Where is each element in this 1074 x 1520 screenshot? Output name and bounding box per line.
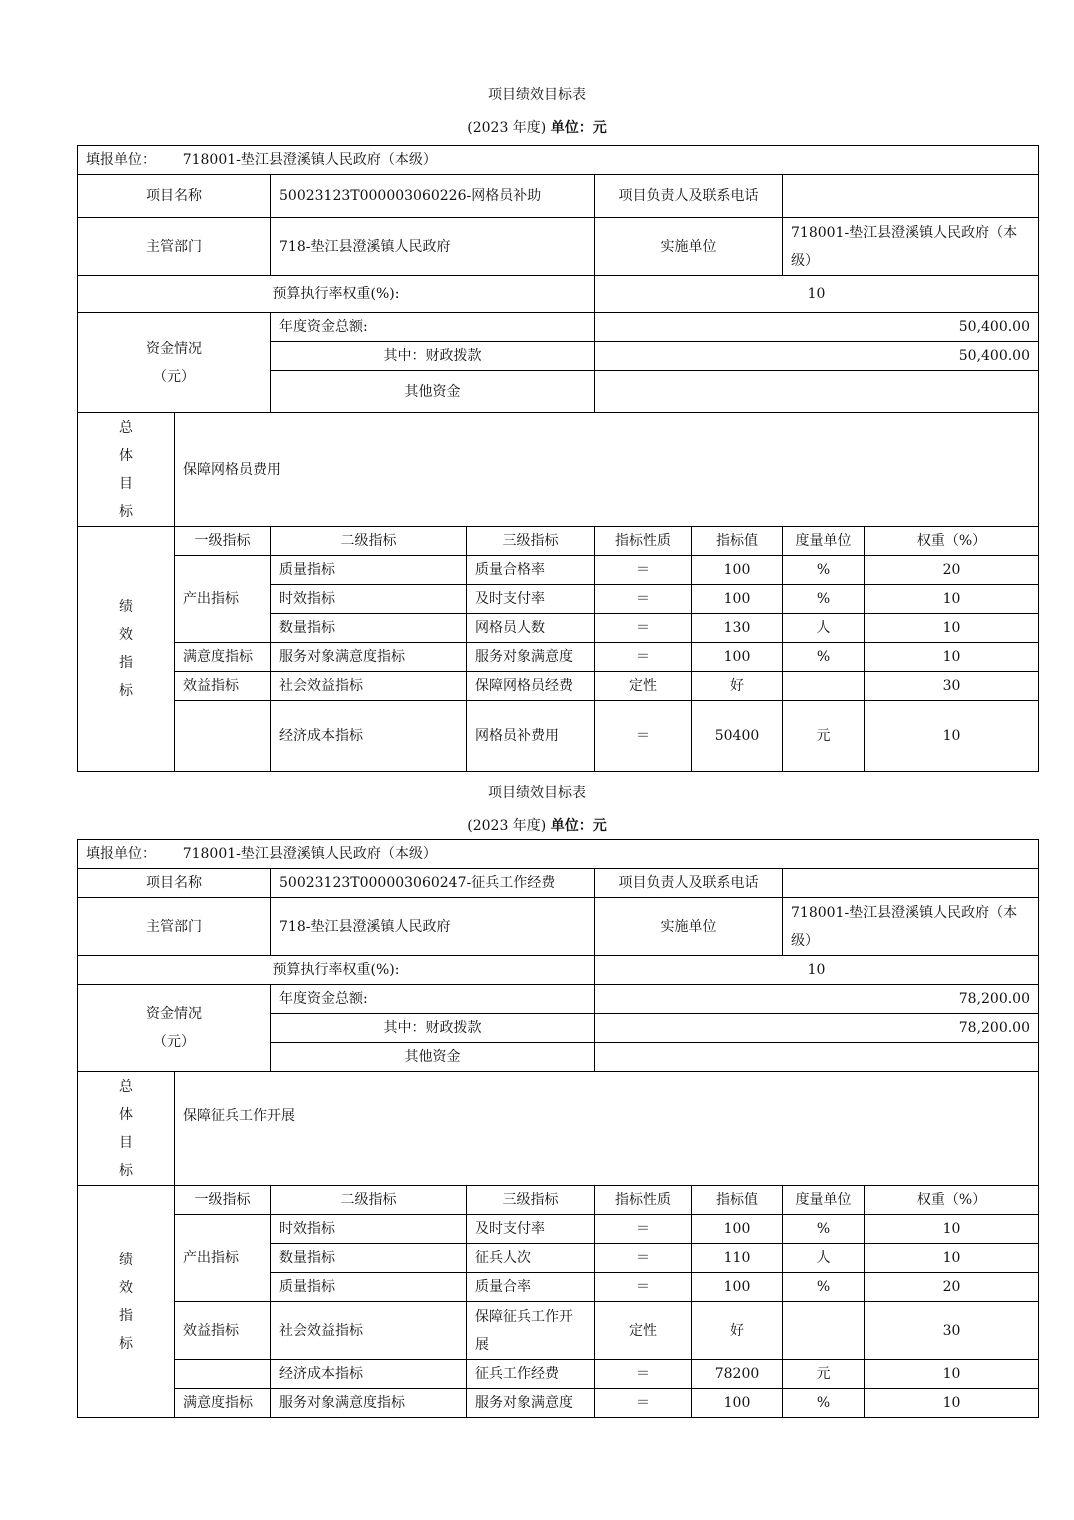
header-l1: 一级指标 (175, 1186, 271, 1215)
l3-cell: 及时支付率 (467, 1215, 595, 1244)
unit-cell (783, 1302, 865, 1360)
header-weight: 权重（%） (865, 527, 1039, 556)
goal-label (78, 1072, 175, 1186)
l3-cell: 网格员补费用 (467, 701, 595, 772)
value-cell: 110 (692, 1244, 783, 1273)
l3-cell: 质量合率 (467, 1273, 595, 1302)
reporter-row (78, 840, 1039, 869)
perf-char: 标 (119, 1335, 133, 1352)
goal-char: 总 (119, 1078, 133, 1095)
budget-weight-label: 预算执行率权重(%): (78, 956, 595, 985)
weight-cell: 10 (865, 585, 1039, 614)
value-cell: 100 (692, 1389, 783, 1418)
table2-title: 项目绩效目标表 (488, 785, 586, 801)
goal-char: 体 (119, 1106, 133, 1123)
l3-cell: 征兵人次 (467, 1244, 595, 1273)
l3-cell: 服务对象满意度 (467, 1389, 595, 1418)
l3-cell: 征兵工作经费 (467, 1360, 595, 1389)
header-l1: 一级指标 (175, 527, 271, 556)
value-cell: 100 (692, 1215, 783, 1244)
project-name-label: 项目名称 (78, 869, 271, 898)
goal-char: 目 (119, 1134, 133, 1151)
table2-year: (2023 年度) (467, 818, 547, 834)
l2-cell: 服务对象满意度指标 (271, 1389, 467, 1418)
project-name-value: 50023123T000003060247-征兵工作经费 (271, 869, 595, 898)
table1 (77, 145, 1039, 772)
table2-subtitle (0, 815, 1074, 835)
contact-value (783, 175, 1039, 218)
l1-cell (175, 701, 271, 772)
goal-text: 保障征兵工作开展 (175, 1072, 1039, 1186)
l2-cell: 社会效益指标 (271, 1302, 467, 1360)
reporter-label: 填报单位： (86, 152, 156, 168)
weight-cell: 10 (865, 1215, 1039, 1244)
weight-cell: 10 (865, 701, 1039, 772)
table-row (78, 1302, 1039, 1360)
unit-cell: % (783, 1273, 865, 1302)
nature-cell: ＝ (595, 585, 692, 614)
unit-cell: 元 (783, 701, 865, 772)
weight-cell: 30 (865, 1302, 1039, 1360)
table-row (78, 701, 1039, 772)
impl-label: 实施单位 (595, 898, 783, 956)
annual-total-value: 78,200.00 (595, 985, 1039, 1014)
contact-value (783, 869, 1039, 898)
perf-char: 指 (119, 655, 133, 671)
table-row (78, 1360, 1039, 1389)
perf-label (78, 1186, 175, 1418)
l2-cell: 时效指标 (271, 585, 467, 614)
other-funds-label: 其他资金 (271, 371, 595, 413)
unit-cell: 元 (783, 1360, 865, 1389)
nature-cell: ＝ (595, 1244, 692, 1273)
nature-cell: ＝ (595, 1389, 692, 1418)
perf-char: 标 (119, 683, 133, 699)
funds-label (78, 985, 271, 1072)
header-value: 指标值 (692, 527, 783, 556)
weight-cell: 10 (865, 1389, 1039, 1418)
budget-weight-value: 10 (595, 276, 1039, 313)
l3-cell: 服务对象满意度 (467, 643, 595, 672)
nature-cell: ＝ (595, 614, 692, 643)
weight-cell: 10 (865, 1244, 1039, 1273)
nature-cell: ＝ (595, 1360, 692, 1389)
table-row (78, 1215, 1039, 1244)
weight-cell: 20 (865, 1273, 1039, 1302)
reporter-label: 填报单位： (86, 846, 156, 862)
table-row (78, 1389, 1039, 1418)
nature-cell: 定性 (595, 1302, 692, 1360)
unit-cell: 人 (783, 1244, 865, 1273)
annual-total-value: 50,400.00 (595, 313, 1039, 342)
header-l3: 三级指标 (467, 527, 595, 556)
l2-cell: 社会效益指标 (271, 672, 467, 701)
perf-char: 效 (119, 1279, 133, 1296)
goal-char: 总 (119, 419, 133, 436)
reporter-value: 718001-垫江县澄溪镇人民政府（本级） (182, 152, 437, 168)
l1-cell: 效益指标 (175, 1302, 271, 1360)
l2-cell: 经济成本指标 (271, 1360, 467, 1389)
l2-cell: 经济成本指标 (271, 701, 467, 772)
impl-label: 实施单位 (595, 218, 783, 276)
header-unit: 度量单位 (783, 1186, 865, 1215)
table1-year: (2023 年度) (467, 120, 547, 136)
header-value: 指标值 (692, 1186, 783, 1215)
goal-char: 标 (119, 503, 133, 520)
l2-cell: 质量指标 (271, 1273, 467, 1302)
goal-char: 标 (119, 1162, 133, 1179)
value-cell: 100 (692, 556, 783, 585)
funds-label-text: 资金情况 (146, 1006, 202, 1022)
budget-weight-label: 预算执行率权重(%): (78, 276, 595, 313)
header-nature: 指标性质 (595, 1186, 692, 1215)
table2-unit: 单位：元 (550, 818, 607, 834)
table2 (77, 839, 1039, 1418)
contact-label: 项目负责人及联系电话 (595, 869, 783, 898)
impl-value: 718001-垫江县澄溪镇人民政府（本级） (783, 218, 1039, 276)
impl-value: 718001-垫江县澄溪镇人民政府（本级） (783, 898, 1039, 956)
perf-char: 指 (119, 1307, 133, 1324)
project-name-value: 50023123T000003060226-网格员补助 (271, 175, 595, 218)
perf-char: 绩 (119, 599, 133, 615)
value-cell: 100 (692, 585, 783, 614)
dept-value: 718-垫江县澄溪镇人民政府 (271, 898, 595, 956)
dept-value: 718-垫江县澄溪镇人民政府 (271, 218, 595, 276)
value-cell: 100 (692, 1273, 783, 1302)
annual-total-label: 年度资金总额: (271, 313, 595, 342)
header-l2: 二级指标 (271, 1186, 467, 1215)
funds-label (78, 313, 271, 413)
table1-unit: 单位：元 (550, 120, 607, 136)
fiscal-label: 其中：财政拨款 (271, 1014, 595, 1043)
other-funds-label: 其他资金 (271, 1043, 595, 1072)
header-unit: 度量单位 (783, 527, 865, 556)
nature-cell: ＝ (595, 1273, 692, 1302)
value-cell: 100 (692, 643, 783, 672)
weight-cell: 10 (865, 614, 1039, 643)
unit-cell: % (783, 585, 865, 614)
l2-cell: 时效指标 (271, 1215, 467, 1244)
table-row (78, 556, 1039, 585)
l2-cell: 数量指标 (271, 1244, 467, 1273)
l1-cell: 产出指标 (175, 1215, 271, 1302)
nature-cell: ＝ (595, 701, 692, 772)
l3-cell: 保障征兵工作开展 (467, 1302, 595, 1360)
unit-cell: % (783, 643, 865, 672)
other-funds-value (595, 1043, 1039, 1072)
table1-subtitle (0, 117, 1074, 137)
value-cell: 50400 (692, 701, 783, 772)
perf-char: 效 (119, 627, 133, 643)
project-name-label: 项目名称 (78, 175, 271, 218)
l2-cell: 服务对象满意度指标 (271, 643, 467, 672)
l3-cell: 保障网格员经费 (467, 672, 595, 701)
table-row (78, 643, 1039, 672)
goal-char: 体 (119, 447, 133, 464)
weight-cell: 10 (865, 1360, 1039, 1389)
reporter-row (78, 146, 1039, 175)
table1-title: 项目绩效目标表 (488, 87, 586, 103)
dept-label: 主管部门 (78, 898, 271, 956)
perf-char: 绩 (119, 1251, 133, 1268)
goal-text: 保障网格员费用 (175, 413, 1039, 527)
l3-cell: 网格员人数 (467, 614, 595, 643)
weight-cell: 20 (865, 556, 1039, 585)
nature-cell: ＝ (595, 643, 692, 672)
unit-cell: % (783, 1215, 865, 1244)
unit-cell (783, 672, 865, 701)
fiscal-value: 78,200.00 (595, 1014, 1039, 1043)
l2-cell: 数量指标 (271, 614, 467, 643)
weight-cell: 10 (865, 643, 1039, 672)
l1-cell: 满意度指标 (175, 643, 271, 672)
goal-char: 目 (119, 475, 133, 492)
perf-label (78, 527, 175, 772)
value-cell: 好 (692, 672, 783, 701)
l1-cell (175, 1360, 271, 1389)
funds-label-text: 资金情况 (146, 340, 202, 357)
l1-cell: 产出指标 (175, 556, 271, 643)
annual-total-label: 年度资金总额: (271, 985, 595, 1014)
fiscal-label: 其中：财政拨款 (271, 342, 595, 371)
goal-label (78, 413, 175, 527)
l1-cell: 效益指标 (175, 672, 271, 701)
l3-cell: 质量合格率 (467, 556, 595, 585)
funds-unit: （元） (153, 368, 195, 385)
l3-cell: 及时支付率 (467, 585, 595, 614)
contact-label: 项目负责人及联系电话 (595, 175, 783, 218)
nature-cell: 定性 (595, 672, 692, 701)
budget-weight-value: 10 (595, 956, 1039, 985)
header-nature: 指标性质 (595, 527, 692, 556)
value-cell: 好 (692, 1302, 783, 1360)
funds-unit: （元） (153, 1034, 195, 1050)
other-funds-value (595, 371, 1039, 413)
reporter-value: 718001-垫江县澄溪镇人民政府（本级） (182, 846, 437, 862)
nature-cell: ＝ (595, 556, 692, 585)
fiscal-value: 50,400.00 (595, 342, 1039, 371)
dept-label: 主管部门 (78, 218, 271, 276)
value-cell: 78200 (692, 1360, 783, 1389)
weight-cell: 30 (865, 672, 1039, 701)
l1-cell: 满意度指标 (175, 1389, 271, 1418)
header-l2: 二级指标 (271, 527, 467, 556)
l2-cell: 质量指标 (271, 556, 467, 585)
header-l3: 三级指标 (467, 1186, 595, 1215)
unit-cell: % (783, 1389, 865, 1418)
nature-cell: ＝ (595, 1215, 692, 1244)
value-cell: 130 (692, 614, 783, 643)
unit-cell: 人 (783, 614, 865, 643)
header-weight: 权重（%） (865, 1186, 1039, 1215)
unit-cell: % (783, 556, 865, 585)
table-row (78, 672, 1039, 701)
